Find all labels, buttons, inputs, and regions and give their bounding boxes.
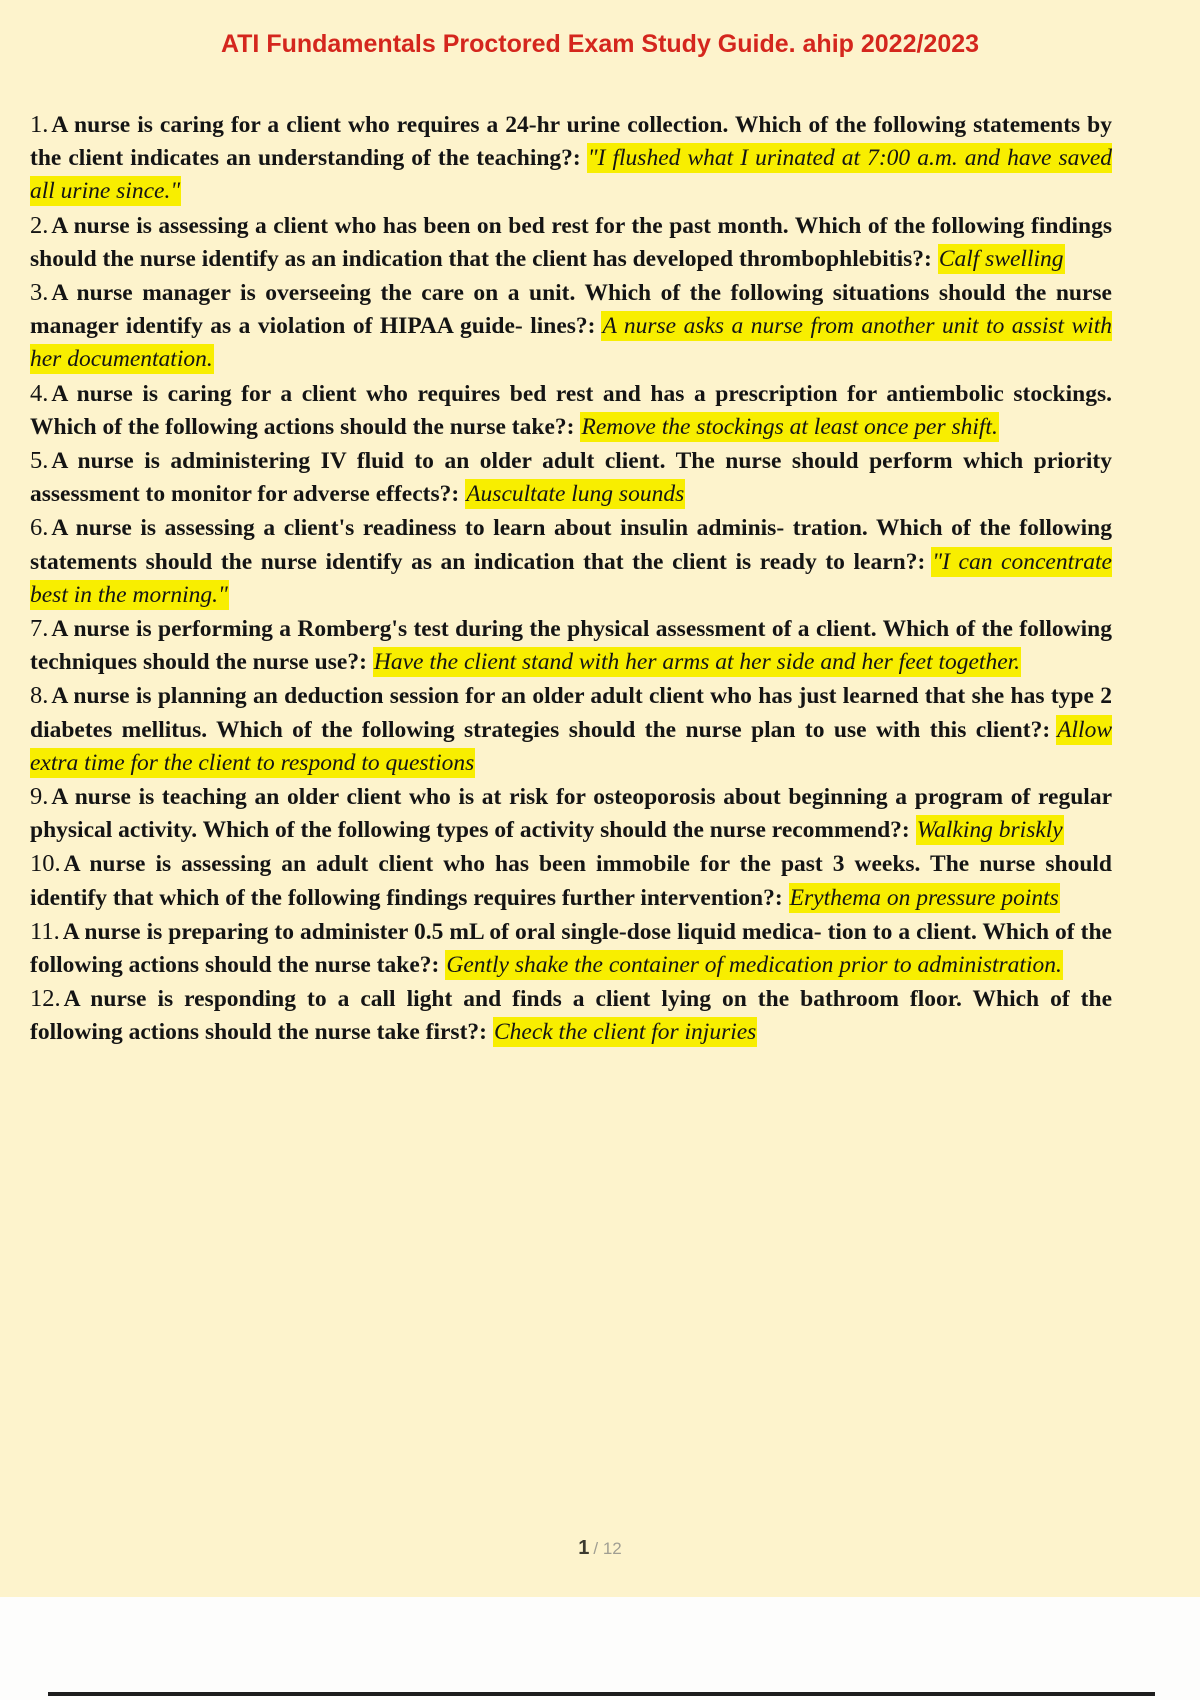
question-item-8 — [30, 679, 1112, 780]
question-number: 12. — [30, 985, 61, 1013]
question-number: 1. — [30, 111, 49, 138]
question-number: 7. — [30, 615, 49, 643]
question-item-12 — [30, 982, 1112, 1049]
answer-highlight: Auscultate lung sounds — [466, 481, 685, 508]
question-number: 4. — [30, 379, 49, 407]
question-item-9 — [30, 780, 1112, 847]
bottom-divider-line — [48, 1692, 1155, 1696]
question-text: A nurse is teaching an older client who is at risk for osteoporosis about beginning a program of regular physical activity. Which of the following types of activity should the nurse recommend?: — [30, 784, 1112, 844]
answer-highlight: Calf swelling — [938, 245, 1064, 272]
question-text: A nurse is administering IV fluid to an older adult client. The nurse should perform which priority assessment to monitor for adverse effects?: — [30, 448, 1112, 508]
question-number: 5. — [30, 447, 49, 475]
answer-highlight: Check the client for injuries — [493, 1019, 757, 1046]
question-item-4 — [30, 377, 1112, 444]
question-item-7 — [30, 612, 1112, 679]
question-text: A nurse is responding to a call light and finds a client lying on the bathroom floor. Which of the following actions should the nurse take first?: — [30, 986, 1112, 1046]
question-item-3 — [30, 276, 1112, 377]
question-text: A nurse is assessing a client's readiness to learn about insulin adminis- tration. Which of the following statements should the nurse identify as an indication that the client is ready to learn?: — [30, 515, 1112, 575]
question-number: 11. — [30, 917, 60, 945]
question-text: A nurse is caring for a client who requires a 24-hr urine collection. Which of the following statements by the client indicates an understanding of the teaching?: — [30, 112, 1112, 172]
page-number-current: 1 — [578, 1537, 590, 1559]
answer-highlight: Gently shake the container of medication prior to administration. — [446, 952, 1062, 979]
question-text: A nurse manager is overseeing the care on a unit. Which of the following situations should the nurse manager identify as a violation of HIPAA guide- lines?: — [30, 280, 1112, 340]
answer-highlight: Allow extra time for the client to respond to questions — [30, 716, 1112, 776]
question-text: A nurse is performing a Romberg's test during the physical assessment of a client. Which of the following techniques should the nurse use?: — [30, 616, 1112, 676]
question-number: 6. — [30, 514, 49, 542]
answer-highlight: Have the client stand with her arms at her side and her feet together. — [373, 649, 1021, 676]
answer-highlight: Walking briskly — [916, 817, 1063, 844]
answer-highlight: "I flushed what I urinated at 7:00 a.m. and have saved all urine since." — [30, 145, 1112, 205]
question-number: 3. — [30, 279, 49, 307]
question-text: A nurse is preparing to administer 0.5 mL of oral single-dose liquid medica- tion to a client. Which of the following actions should the nurse take?: — [30, 918, 1112, 979]
question-text: A nurse is planning an deduction session for an older adult client who has just learned that she has type 2 diabetes mellitus. Which of the following strategies should the nurse plan to use with this client?: — [30, 683, 1112, 743]
question-item-5 — [30, 444, 1112, 511]
question-item-11 — [30, 915, 1112, 982]
answer-highlight: "I can concentrate best in the morning." — [30, 548, 1112, 608]
question-number: 8. — [30, 682, 49, 710]
page-title: ATI Fundamentals Proctored Exam Study Guide. ahip 2022/2023 — [220, 30, 980, 58]
question-item-1 — [30, 108, 1112, 209]
question-number: 2. — [30, 211, 49, 239]
question-text: A nurse is assessing an adult client who has been immobile for the past 3 weeks. The nurse should identify that which of the following findings requires further intervention?: — [30, 851, 1112, 911]
answer-highlight: A nurse asks a nurse from another unit to assist with her documentation. — [30, 313, 1112, 373]
page-number-total: / 12 — [593, 1539, 622, 1558]
question-item-6 — [30, 511, 1112, 612]
answer-highlight: Erythema on pressure points — [789, 884, 1059, 911]
question-number: 9. — [30, 783, 49, 811]
bottom-margin-area — [0, 1597, 1200, 1700]
answer-highlight: Remove the stockings at least once per shift. — [581, 413, 998, 440]
question-item-2 — [30, 209, 1112, 276]
question-text: A nurse is caring for a client who requires bed rest and has a prescription for antiembolic stockings. Which of the following actions should the nurse take?: — [30, 380, 1112, 440]
question-text: A nurse is assessing a client who has been on bed rest for the past month. Which of the following findings should the nurse identify as an indication that the client has developed thrombophlebitis?: — [30, 212, 1112, 272]
question-item-10 — [30, 847, 1112, 914]
question-number: 10. — [30, 850, 61, 878]
page-footer — [0, 1537, 1200, 1560]
questions-list — [30, 108, 1112, 1050]
